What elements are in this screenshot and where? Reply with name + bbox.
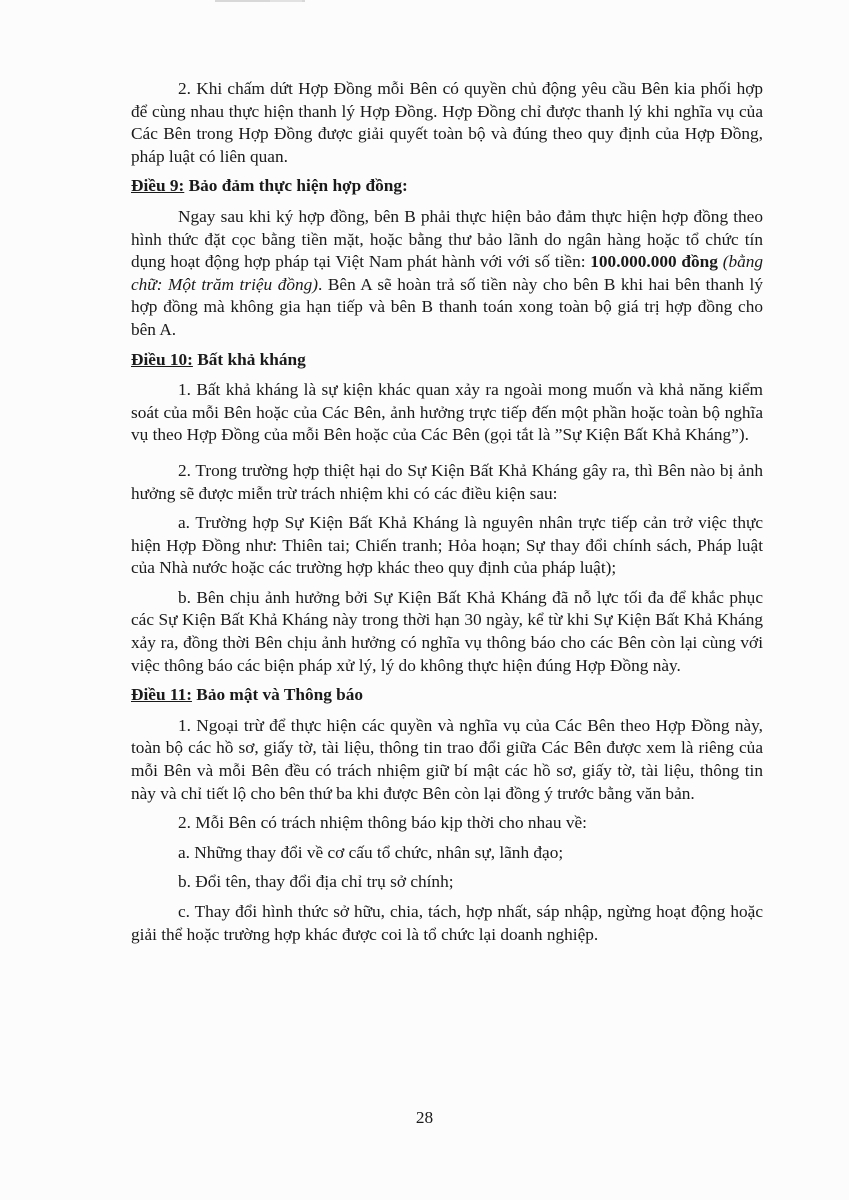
article-10-heading [131, 349, 763, 372]
article-9-number: Điều 9: [131, 176, 185, 196]
article-9-body-start: Ngay sau khi ký hợp đồng, bên B phải thực hiện bảo đảm thực hiện hợp đồng theo hình thức đặt cọc bằng tiền mặt, hoặc bằng thư bảo lãnh do ngân hàng hoặc tổ chức tín dụng hoạt động hợp pháp tại Việt Nam phát hành với với số tiền: [131, 206, 763, 272]
article-10-number: Điều 10: [131, 349, 193, 369]
deposit-amount-words: (bằng chữ: Một trăm triệu đồng) [131, 252, 764, 294]
document-body [131, 78, 763, 953]
article-11-clause-1: 1. Ngoại trừ để thực hiện các quyền và nghĩa vụ của Các Bên theo Hợp Đồng này, toàn bộ các hồ sơ, giấy tờ, tài liệu, thông tin trao đổi giữa Các Bên được xem là riêng của mỗi Bên và mỗi Bên đều có trách nhiệm giữ bí mật các hồ sơ, giấy tờ, tài liệu, thông tin này và chỉ tiết lộ cho bên thứ ba khi được Bên còn lại đồng ý trước bằng văn bản. [131, 715, 763, 803]
scan-artifact [270, 0, 302, 2]
article-11-number: Điều 11: [131, 685, 192, 705]
article-8-clause-2: 2. Khi chấm dứt Hợp Đồng mỗi Bên có quyền chủ động yêu cầu Bên kia phối hợp để cùng nhau thực hiện thanh lý Hợp Đồng. Hợp Đồng chỉ được thanh lý khi nghĩa vụ của Các Bên trong Hợp Đồng được giải quyết toàn bộ và đúng theo quy định của Hợp Đồng, pháp luật có liên quan. [131, 79, 763, 166]
article-10-clause-1: 1. Bất khả kháng là sự kiện khác quan xảy ra ngoài mong muốn và khả năng kiểm soát của mỗi Bên hoặc của Các Bên, ảnh hưởng trực tiếp đến một phần hoặc toàn bộ nghĩa vụ theo Hợp Đồng của mỗi Bên hoặc của Các Bên (gọi tắt là ”Sự Kiện Bất Khả Kháng”). [131, 380, 763, 445]
article-10-clause-2a: a. Trường hợp Sự Kiện Bất Khả Kháng là nguyên nhân trực tiếp cản trở việc thực hiện Hợp Đồng như: Thiên tai; Chiến tranh; Hỏa hoạn; Sự thay đổi chính sách, Pháp luật của Nhà nước hoặc các trường hợp khác theo quy định của pháp luật); [131, 513, 763, 578]
article-11-heading [131, 684, 763, 707]
article-11-clause-2: 2. Mỗi Bên có trách nhiệm thông báo kịp thời cho nhau về: [178, 813, 587, 833]
article-10-title: Bất khả kháng [192, 349, 306, 369]
article-10-clause-2: 2. Trong trường hợp thiệt hại do Sự Kiện Bất Khả Kháng gây ra, thì Bên nào bị ảnh hưởng sẽ được miễn trừ trách nhiệm khi có các điều kiện sau: [131, 460, 763, 503]
article-11-clause-2c: c. Thay đổi hình thức sở hữu, chia, tách, hợp nhất, sáp nhập, ngừng hoạt động hoặc giải thể hoặc trường hợp khác được coi là tổ chức lại doanh nghiệp. [131, 902, 763, 944]
article-9-heading [131, 175, 763, 198]
article-9-body [131, 206, 763, 342]
article-9-body-end: . Bên A sẽ hoàn trả số tiền này cho bên B khi hai bên thanh lý hợp đồng mà không gia hạn tiếp và bên B thanh toán xong toàn bộ giá trị hợp đồng cho bên A. [131, 274, 763, 339]
article-9-title: Bảo đảm thực hiện hợp đồng: [184, 176, 408, 196]
article-10-clause-2b: b. Bên chịu ảnh hưởng bởi Sự Kiện Bất Khả Kháng đã nỗ lực tối đa để khắc phục các Sự Kiện Bất Khả Kháng này trong thời hạn 30 ngày, kể từ khi Sự Kiện Bất Khả Kháng xảy ra, đồng thời Bên chịu ảnh hưởng có nghĩa vụ thông báo cho các Bên còn lại cùng với việc thông báo các biện pháp xử lý, lý do không thực hiện đúng Hợp Đồng này. [131, 587, 763, 675]
article-11-clause-2b: b. Đổi tên, thay đổi địa chỉ trụ sở chính; [178, 872, 454, 892]
article-11-clause-2a: a. Những thay đổi về cơ cấu tổ chức, nhân sự, lãnh đạo; [178, 842, 564, 862]
deposit-amount: 100.000.000 đồng [590, 252, 718, 272]
article-11-title: Bảo mật và Thông báo [191, 685, 364, 705]
page-number: 28 [415, 1108, 434, 1127]
